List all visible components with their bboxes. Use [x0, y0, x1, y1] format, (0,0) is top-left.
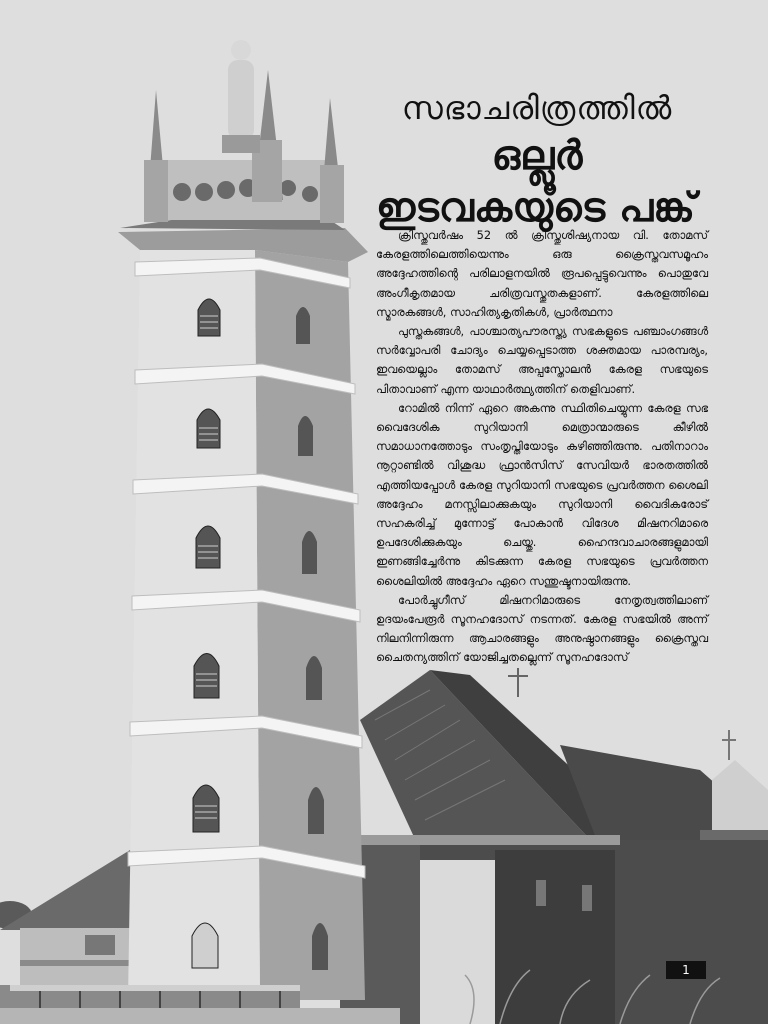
- article-paragraph-1: ക്രിസ്തുവർഷം 52 ൽ ക്രിസ്തുശിഷ്യനായ വി. തോമസ് കേരളത്തിലെത്തിയെന്നും ഒരു ക്രൈസ്തവസമൂഹം അദ്ദേഹത്തിന്റെ പരിലാളനയിൽ രൂപപ്പെട്ടുവെന്നും പൊതുവേ അംഗീകൃതമായ ചരിത്രവസ്തുതകളാണ്. കേരളത്തിലെ സ്മാരകങ്ങൾ, സാഹിത്യകൃതികൾ, പ്രാർത്ഥനാ: [376, 228, 708, 319]
- headline-line-1: സഭാചരിത്രത്തിൽ: [401, 89, 673, 127]
- page-number: 1: [666, 961, 706, 979]
- headline: [372, 86, 702, 234]
- article-paragraph-3: റോമിൽ നിന്ന് ഏറെ അകന്നു സ്ഥിതിചെയ്യുന്ന കേരള സഭ വൈദേശിക സുറിയാനി മെത്രാന്മാരുടെ കീഴിൽ സമാധാനത്തോടും സംതൃപ്തിയോടും കഴിഞ്ഞിരുന്നു. പതിനാറാം നൂറ്റാണ്ടിൽ വിശുദ്ധ ഫ്രാൻസിസ് സേവിയർ ഭാരതത്തിൽ എത്തിയപ്പോൾ കേരള സുറിയാനി സഭയുടെ പ്രവർത്തന ശൈലി അദ്ദേഹം മനസ്സിലാക്കുകയും സുറിയാനി വൈദികരോട് സഹകരിച്ച് മുന്നോട്ട് പോകാൻ വിദേശ മിഷനറിമാരെ ഉപദേശിക്കുകയും ചെയ്തു. ഹൈന്ദവാചാരങ്ങളുമായി ഇണങ്ങിച്ചേർന്നു കിടക്കുന്ന കേരള സഭയുടെ പ്രവർത്തന ശൈലിയിൽ അദ്ദേഹം ഏറെ സന്തുഷ്ടനായിരുന്നു.: [376, 400, 708, 588]
- article-body: [376, 226, 708, 668]
- bell-tower: [118, 40, 368, 1000]
- article-paragraph-2: പുസ്തകങ്ങൾ, പാശ്ചാത്യപൗരസ്ത്യ സഭകളുടെ പഞ്ചാംഗങ്ങൾ സർവ്വോപരി ചോദ്യം ചെയ്യപ്പെടാത്ത ശക്തമായ പാരമ്പര്യം, ഇവയെല്ലാം തോമസ് അപ്പസ്തോലൻ കേരള സഭയുടെ പിതാവാണ് എന്ന യാഥാർത്ഥ്യത്തിന് തെളിവാണ്.: [376, 324, 708, 396]
- headline-line-2: ഒല്ലൂർ: [491, 133, 583, 179]
- headline-line-3: ഇടവകയുടെ പങ്ക്: [376, 185, 696, 231]
- church-walls: [340, 835, 768, 1024]
- article-paragraph-4: പോർച്ചുഗീസ് മിഷനറിമാരുടെ നേതൃത്വത്തിലാണ് ഉദയംപേരൂർ സൂനഹദോസ് നടന്നത്. കേരള സഭയിൽ അന്ന് നിലനിന്നിരുന്ന ആചാരങ്ങളും അനുഷ്ഠാനങ്ങളും ക്രൈസ്തവ ചൈതന്യത്തിന് യോജിച്ചതല്ലെന്ന് സൂനഹദോസ്: [376, 592, 708, 665]
